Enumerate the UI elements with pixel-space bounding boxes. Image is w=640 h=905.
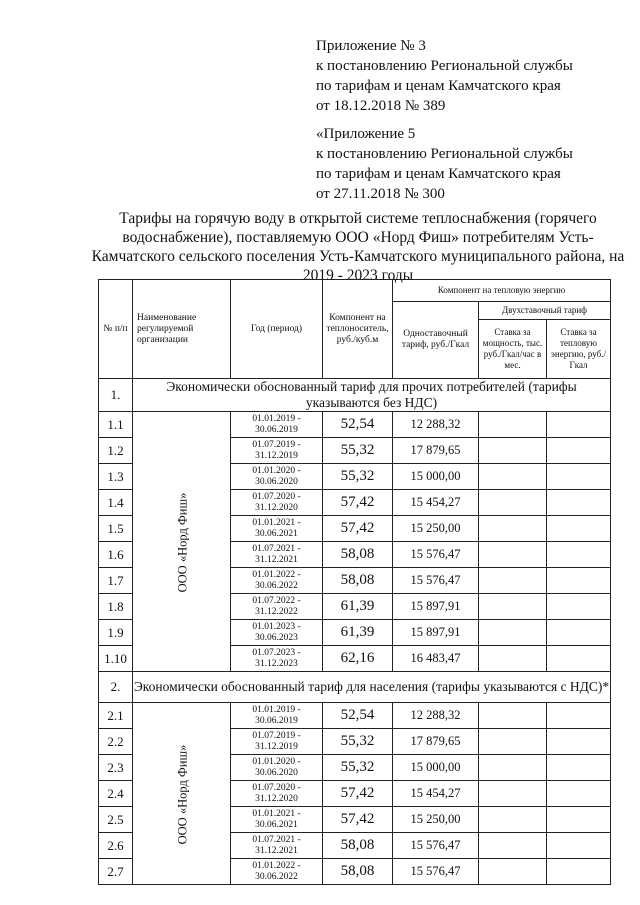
row-energy-rate: [547, 755, 611, 781]
row-period: 01.07.2021 - 31.12.2021: [231, 833, 323, 859]
row-component: 57,42: [323, 516, 393, 542]
appendix-5-header: [316, 124, 573, 204]
header-period: Год (период): [231, 280, 323, 379]
row-num: 1.4: [99, 490, 133, 516]
row-capacity-rate: [479, 781, 547, 807]
tariff-table: [98, 279, 611, 885]
row-energy-rate: [547, 807, 611, 833]
row-num: 1.7: [99, 568, 133, 594]
row-energy-rate: [547, 490, 611, 516]
row-num: 1.10: [99, 646, 133, 672]
appendix-line: к постановлению Региональной службы: [316, 146, 573, 162]
row-capacity-rate: [479, 620, 547, 646]
row-tariff: 15 454,27: [393, 781, 479, 807]
row-component: 57,42: [323, 781, 393, 807]
header-num: № п/п: [99, 280, 133, 379]
row-energy-rate: [547, 781, 611, 807]
row-period: 01.01.2019 - 30.06.2019: [231, 703, 323, 729]
row-num: 1.9: [99, 620, 133, 646]
row-energy-rate: [547, 703, 611, 729]
row-energy-rate: [547, 594, 611, 620]
row-capacity-rate: [479, 755, 547, 781]
row-tariff: 15 897,91: [393, 620, 479, 646]
row-capacity-rate: [479, 490, 547, 516]
row-period: 01.07.2019 - 31.12.2019: [231, 438, 323, 464]
row-tariff: 15 000,00: [393, 464, 479, 490]
row-capacity-rate: [479, 568, 547, 594]
appendix-line: от 18.12.2018 № 389: [316, 98, 446, 114]
row-tariff: 16 483,47: [393, 646, 479, 672]
row-capacity-rate: [479, 594, 547, 620]
row-energy-rate: [547, 620, 611, 646]
row-component: 62,16: [323, 646, 393, 672]
row-num: 2.4: [99, 781, 133, 807]
row-tariff: 12 288,32: [393, 412, 479, 438]
row-num: 2.1: [99, 703, 133, 729]
section-row: [99, 379, 611, 412]
row-period: 01.07.2023 - 31.12.2023: [231, 646, 323, 672]
row-energy-rate: [547, 833, 611, 859]
appendix-line: «Приложение 5: [316, 126, 416, 142]
row-component: 58,08: [323, 833, 393, 859]
appendix-line: Приложение № 3: [316, 38, 426, 54]
row-period: 01.07.2020 - 31.12.2020: [231, 490, 323, 516]
row-capacity-rate: [479, 464, 547, 490]
appendix-line: к постановлению Региональной службы: [316, 58, 573, 74]
row-energy-rate: [547, 542, 611, 568]
row-period: 01.01.2020 - 30.06.2020: [231, 755, 323, 781]
row-component: 55,32: [323, 755, 393, 781]
row-tariff: 15 576,47: [393, 542, 479, 568]
row-capacity-rate: [479, 412, 547, 438]
row-capacity-rate: [479, 646, 547, 672]
row-period: 01.07.2022 - 31.12.2022: [231, 594, 323, 620]
appendix-line: по тарифам и ценам Камчатского края: [316, 78, 561, 94]
row-tariff: 15 576,47: [393, 833, 479, 859]
row-capacity-rate: [479, 516, 547, 542]
row-component: 52,54: [323, 703, 393, 729]
appendix-line: по тарифам и ценам Камчатского края: [316, 166, 561, 182]
row-period: 01.01.2019 - 30.06.2019: [231, 412, 323, 438]
table-row: [99, 412, 611, 438]
row-component: 55,32: [323, 729, 393, 755]
row-energy-rate: [547, 464, 611, 490]
row-period: 01.07.2020 - 31.12.2020: [231, 781, 323, 807]
org-name: ООО «Норд Фиш»: [175, 492, 190, 592]
row-tariff: 15 250,00: [393, 516, 479, 542]
row-period: 01.01.2022 - 30.06.2022: [231, 859, 323, 885]
row-capacity-rate: [479, 807, 547, 833]
row-energy-rate: [547, 516, 611, 542]
row-tariff: 15 250,00: [393, 807, 479, 833]
row-component: 58,08: [323, 542, 393, 568]
section-title: Экономически обоснованный тариф для прочих потребителей (тарифы указываются без НДС): [133, 379, 611, 412]
row-num: 2.7: [99, 859, 133, 885]
section-row: [99, 672, 611, 703]
org-cell: [133, 703, 231, 885]
row-component: 57,42: [323, 807, 393, 833]
row-num: 2.3: [99, 755, 133, 781]
row-tariff: 15 576,47: [393, 568, 479, 594]
appendix-line: от 27.11.2018 № 300: [316, 186, 445, 202]
row-period: 01.01.2021 - 30.06.2021: [231, 807, 323, 833]
row-num: 1.5: [99, 516, 133, 542]
section-num: 1.: [99, 379, 133, 412]
row-period: 01.01.2022 - 30.06.2022: [231, 568, 323, 594]
row-period: 01.01.2020 - 30.06.2020: [231, 464, 323, 490]
row-capacity-rate: [479, 703, 547, 729]
row-tariff: 17 879,65: [393, 438, 479, 464]
row-capacity-rate: [479, 859, 547, 885]
row-energy-rate: [547, 646, 611, 672]
table-row: [99, 703, 611, 729]
row-component: 58,08: [323, 568, 393, 594]
row-component: 57,42: [323, 490, 393, 516]
row-component: 61,39: [323, 594, 393, 620]
appendix-3-header: [316, 36, 573, 116]
row-capacity-rate: [479, 833, 547, 859]
row-energy-rate: [547, 729, 611, 755]
header-energy-rate: Ставка за тепловую энергию, руб./Гкал: [547, 320, 611, 379]
row-component: 61,39: [323, 620, 393, 646]
row-component: 55,32: [323, 438, 393, 464]
row-period: 01.01.2021 - 30.06.2021: [231, 516, 323, 542]
row-period: 01.01.2023 - 30.06.2023: [231, 620, 323, 646]
row-period: 01.07.2021 - 31.12.2021: [231, 542, 323, 568]
row-component: 58,08: [323, 859, 393, 885]
row-capacity-rate: [479, 438, 547, 464]
header-two-rate: Двухставочный тариф: [479, 302, 611, 320]
row-tariff: 17 879,65: [393, 729, 479, 755]
row-num: 2.2: [99, 729, 133, 755]
row-component: 55,32: [323, 464, 393, 490]
row-period: 01.07.2019 - 31.12.2019: [231, 729, 323, 755]
header-component-carrier: Компонент на теплоноситель, руб./куб.м: [323, 280, 393, 379]
row-capacity-rate: [479, 729, 547, 755]
row-tariff: 15 897,91: [393, 594, 479, 620]
row-num: 1.6: [99, 542, 133, 568]
row-component: 52,54: [323, 412, 393, 438]
row-tariff: 15 454,27: [393, 490, 479, 516]
header-single-rate: Одноставочный тариф, руб./Гкал: [393, 302, 479, 379]
row-num: 2.5: [99, 807, 133, 833]
row-tariff: 12 288,32: [393, 703, 479, 729]
row-tariff: 15 576,47: [393, 859, 479, 885]
row-energy-rate: [547, 438, 611, 464]
row-num: 1.8: [99, 594, 133, 620]
row-num: 1.2: [99, 438, 133, 464]
header-component-heat: Компонент на тепловую энергию: [393, 280, 611, 302]
document-title: Тарифы на горячую воду в открытой системе теплоснабжения (горячего водоснабжение), поставляемую ООО «Норд Фиш» потребителям Усть-Камчатского сельского поселения Усть-Камчатского муниципального района, на 2019 - 2023 годы: [91, 210, 625, 284]
header-org: Наименование регулируемой организации: [133, 280, 231, 379]
header-capacity-rate: Ставка за мощность, тыс. руб./Гкал/час в мес.: [479, 320, 547, 379]
row-num: 1.1: [99, 412, 133, 438]
org-name: ООО «Норд Фиш»: [175, 744, 190, 844]
org-cell: [133, 412, 231, 672]
row-capacity-rate: [479, 542, 547, 568]
row-num: 2.6: [99, 833, 133, 859]
row-tariff: 15 000,00: [393, 755, 479, 781]
section-num: 2.: [99, 672, 133, 703]
row-energy-rate: [547, 859, 611, 885]
section-title: Экономически обоснованный тариф для населения (тарифы указываются с НДС)*: [133, 672, 611, 703]
row-energy-rate: [547, 412, 611, 438]
row-num: 1.3: [99, 464, 133, 490]
row-energy-rate: [547, 568, 611, 594]
